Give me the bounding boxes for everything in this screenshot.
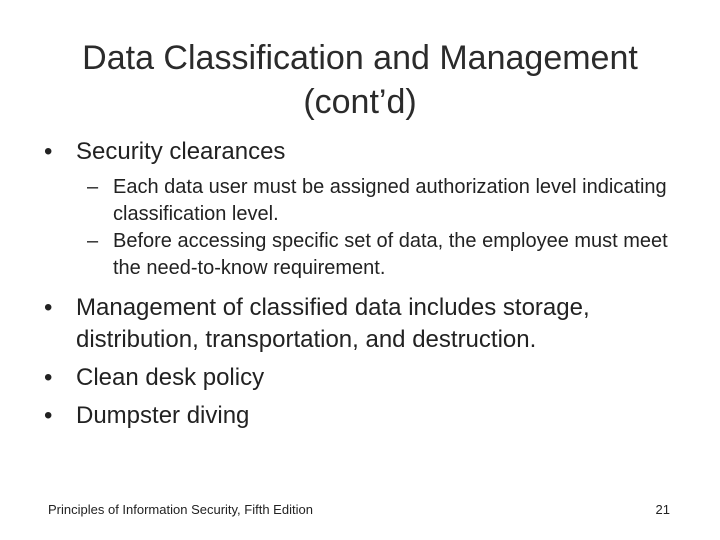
slide-title <box>40 36 680 124</box>
bullet-marker: • <box>44 294 53 321</box>
slide-title-line-2: (cont’d) <box>303 83 417 121</box>
bullet-text: Clean desk policy <box>76 364 265 391</box>
bullet-marker: • <box>44 402 53 429</box>
slide-footer: Principles of Information Security, Fifth Edition <box>48 502 313 517</box>
bullet-text: Management of classified data includes storage, distribution, transportation, and destruction. <box>76 294 590 353</box>
sub-bullet-authorization-level <box>40 174 690 228</box>
bullet-clean-desk-policy <box>40 362 690 394</box>
slide-body <box>40 136 690 432</box>
sub-bullet-text: Before accessing specific set of data, the employee must meet the need-to-know requirement. <box>113 230 668 279</box>
bullet-dumpster-diving <box>40 400 690 432</box>
slide-title-line-1: Data Classification and Management <box>82 39 638 77</box>
page-number: 21 <box>655 502 670 517</box>
bullet-marker: • <box>44 364 53 391</box>
sub-bullet-text: Each data user must be assigned authorization level indicating classification level. <box>113 176 667 225</box>
bullet-marker: • <box>44 138 53 165</box>
bullet-management-of-classified-data <box>40 292 690 356</box>
sub-bullet-need-to-know <box>40 228 690 282</box>
bullet-text: Security clearances <box>76 138 286 165</box>
dash-marker: – <box>87 230 99 252</box>
dash-marker: – <box>87 176 99 198</box>
bullet-security-clearances <box>40 136 690 168</box>
bullet-text: Dumpster diving <box>76 402 250 429</box>
